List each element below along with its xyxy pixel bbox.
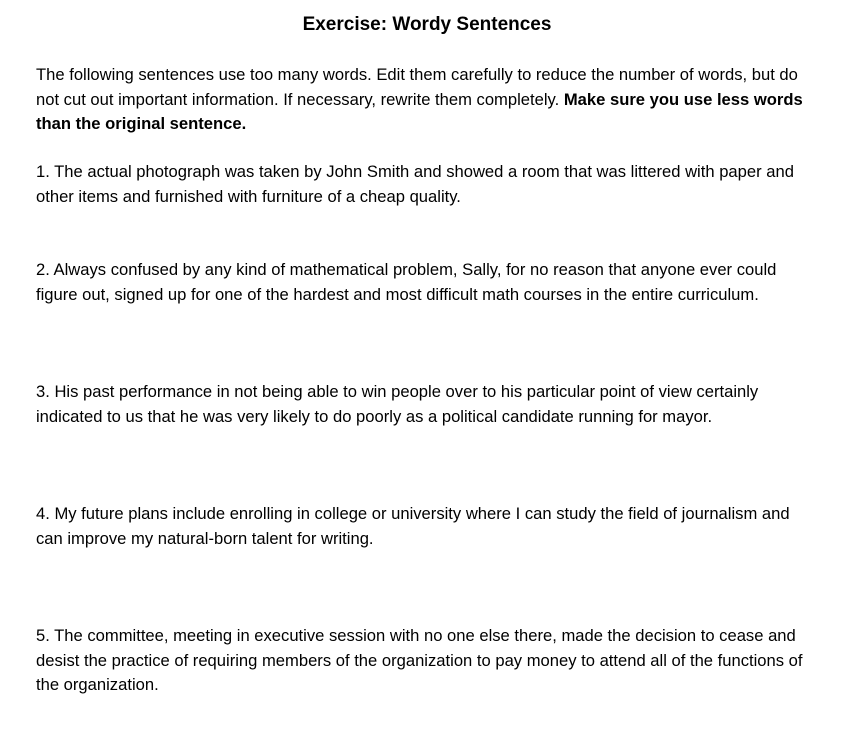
question-2: 2. Always confused by any kind of mathematical problem, Sally, for no reason that anyone ever could figure out, signed up for one of the hardest and most difficult math courses in the entire curriculum.: [36, 260, 777, 304]
question-1: 1. The actual photograph was taken by John Smith and showed a room that was littered with paper and other items and furnished with furniture of a cheap quality.: [36, 162, 794, 206]
question-3: 3. His past performance in not being able to win people over to his particular point of view certainly indicated to us that he was very likely to do poorly as a political candidate running for mayor.: [36, 382, 759, 426]
instructions-text: The following sentences use too many words. Edit them carefully to reduce the number of words, but do not cut out important information. If necessary, rewrite them completely.: [36, 65, 798, 109]
question-4: 4. My future plans include enrolling in college or university where I can study the field of journalism and can improve my natural-born talent for writing.: [36, 504, 790, 548]
question-5: 5. The committee, meeting in executive session with no one else there, made the decision to cease and desist the practice of requiring members of the organization to pay money to attend all of the functions of the organization.: [36, 626, 803, 695]
instructions-paragraph: [36, 63, 818, 137]
document-title: Exercise: Wordy Sentences: [302, 14, 552, 35]
instructions-bold-text: Make sure you use less words than the original sentence.: [36, 89, 803, 134]
